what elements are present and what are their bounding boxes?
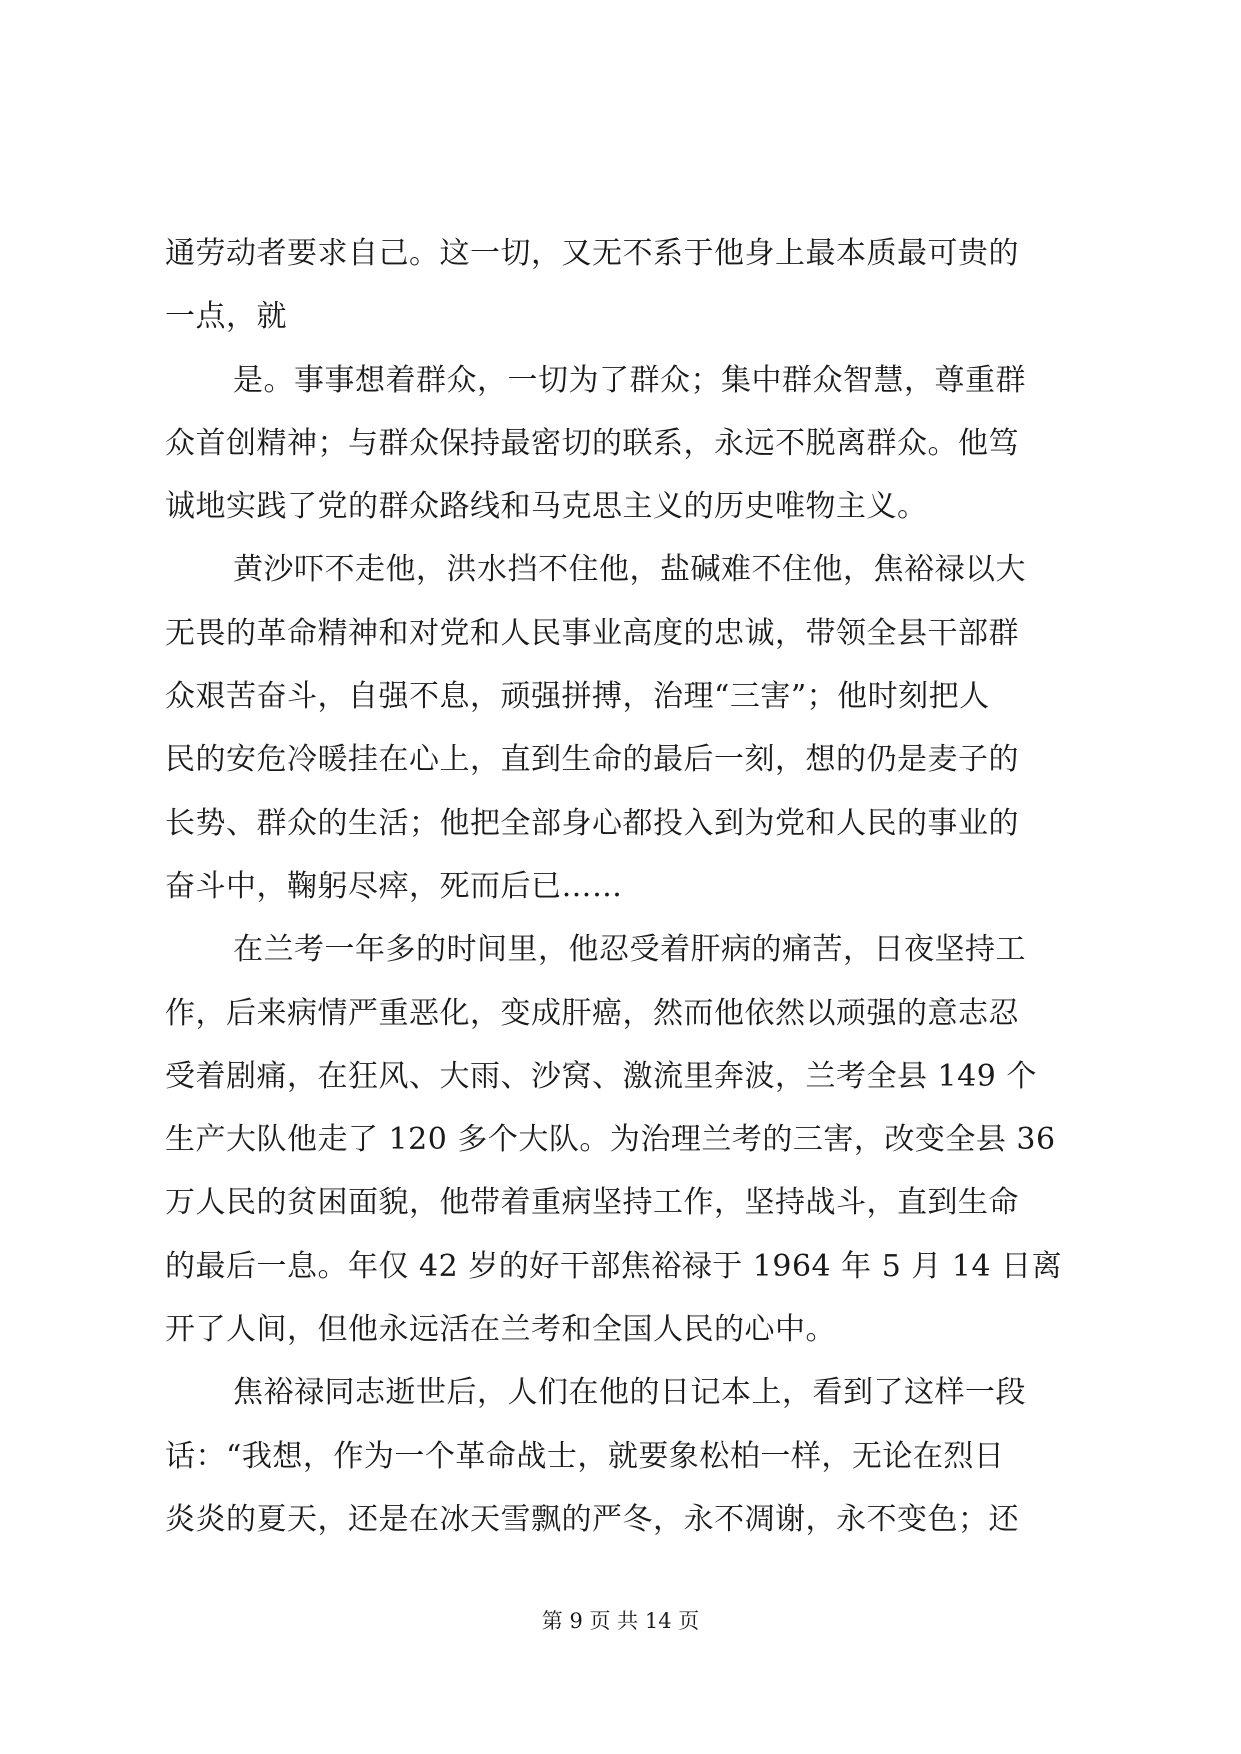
text-line: 众首创精神；与群众保持最密切的联系，永远不脱离群众。他笃	[165, 425, 1019, 461]
text-line: 炎炎的夏天，还是在冰天雪飘的严冬，永不凋谢，永不变色；还	[165, 1501, 1019, 1537]
text-line: 奋斗中，鞠躬尽瘁，死而后已……	[165, 868, 623, 904]
text-line: 一点，就	[165, 299, 287, 335]
text-line: 长势、群众的生活；他把全部身心都投入到为党和人民的事业的	[165, 805, 1019, 841]
paragraph-first-line: 在兰考一年多的时间里，他忍受着肝病的痛苦，日夜坚持工	[233, 932, 1026, 968]
text-line: 无畏的革命精神和对党和人民事业高度的忠诚，带领全县干部群	[165, 615, 1019, 651]
text-line: 万人民的贫困面貌，他带着重病坚持工作，坚持战斗，直到生命	[165, 1185, 1019, 1221]
text-line: 的最后一息。年仅 42 岁的好干部焦裕禄于 1964 年 5 月 14 日离	[165, 1248, 1063, 1284]
text-line: 话：“我想，作为一个革命战士，就要象松柏一样，无论在烈日	[165, 1438, 1005, 1474]
paragraph-first-line: 焦裕禄同志逝世后，人们在他的日记本上，看到了这样一段	[233, 1375, 1026, 1411]
text-line: 开了人间，但他永远活在兰考和全国人民的心中。	[165, 1312, 836, 1348]
body-text	[165, 228, 1079, 1557]
page-number-footer: 第 9 页 共 14 页	[541, 1609, 700, 1633]
text-line: 生产大队他走了 120 多个大队。为治理兰考的三害，改变全县 36	[165, 1122, 1056, 1158]
text-line: 民的安危冷暖挂在心上，直到生命的最后一刻，想的仍是麦子的	[165, 742, 1019, 778]
paragraph-first-line: 黄沙吓不走他，洪水挡不住他，盐碱难不住他，焦裕禄以大	[233, 552, 1026, 588]
text-line: 诚地实践了党的群众路线和马克思主义的历史唯物主义。	[165, 489, 928, 525]
text-line: 受着剧痛，在狂风、大雨、沙窝、激流里奔波，兰考全县 149 个	[165, 1058, 1037, 1094]
text-line: 作，后来病情严重恶化，变成肝癌，然而他依然以顽强的意志忍	[165, 995, 1019, 1031]
paragraph-first-line: 是。事事想着群众，一切为了群众；集中群众智慧，尊重群	[233, 362, 1026, 398]
text-line: 众艰苦奋斗，自强不息，顽强拼搏，治理“三害”；他时刻把人	[165, 679, 990, 715]
text-line: 通劳动者要求自己。这一切，又无不系于他身上最本质最可贵的	[165, 236, 1019, 271]
